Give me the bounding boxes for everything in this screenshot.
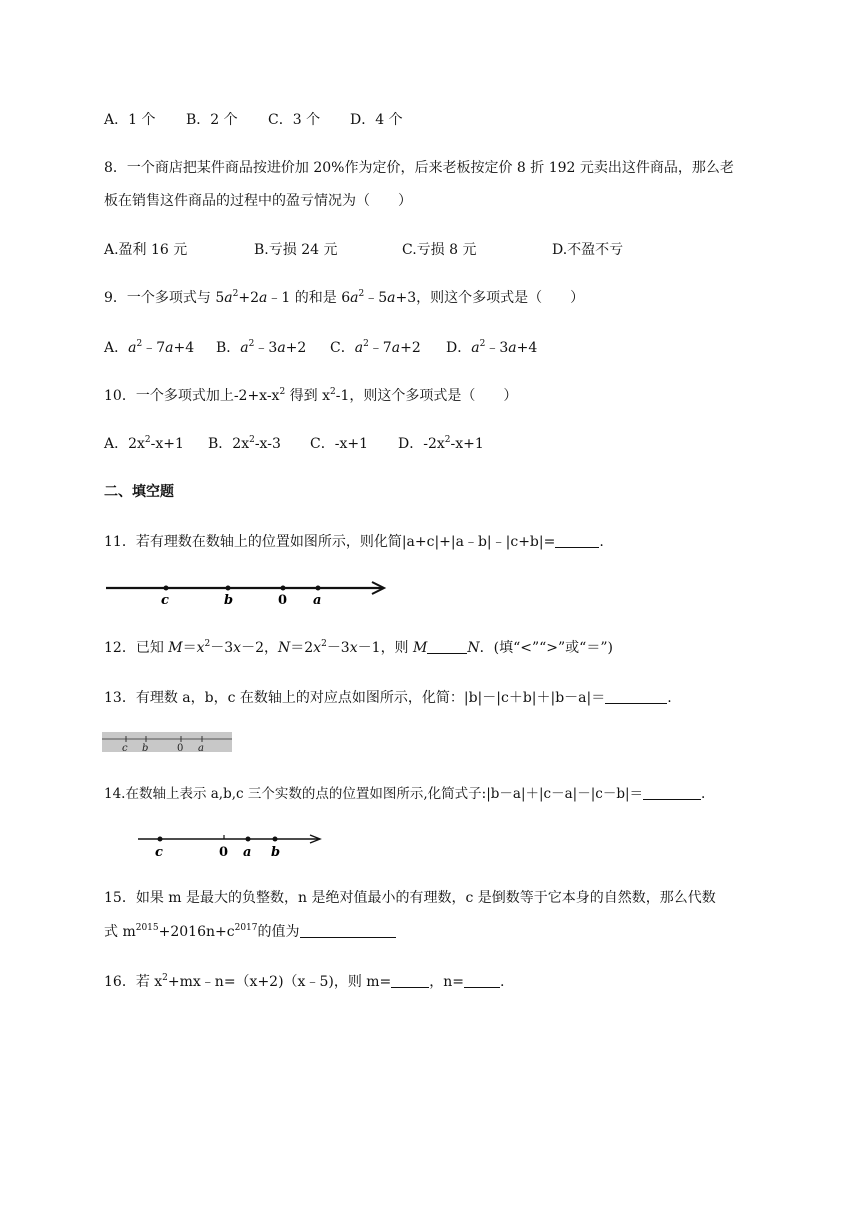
label-a: a bbox=[313, 593, 322, 608]
q10-option-c: C．-x+1 bbox=[310, 436, 368, 452]
q7-option-c: C．3 个 bbox=[268, 112, 321, 128]
q9-option-c: C．$a^2﹣7a+2$ bbox=[330, 339, 421, 356]
q10-option-b: B．$2x^2-x-3$ bbox=[208, 435, 281, 452]
q8-option-c: C.亏损 8 元 bbox=[402, 242, 477, 258]
label-c: c bbox=[155, 845, 163, 860]
label-c: c bbox=[122, 743, 128, 754]
q14-stem: 14.在数轴上表示 a,b,c 三个实数的点的位置如图所示,化简式子:|b－a|＋|c－a|－|c－b|＝ . bbox=[104, 786, 706, 802]
q7-option-a: A．1 个 bbox=[104, 112, 156, 128]
label-c: c bbox=[161, 593, 169, 608]
label-a: a bbox=[198, 743, 204, 754]
q11-number-line bbox=[100, 576, 400, 610]
point-c bbox=[164, 586, 169, 591]
q7-option-d: D．4 个 bbox=[350, 112, 403, 128]
q10-option-a: A．$2x^2-x+1$ bbox=[104, 435, 184, 452]
point-b bbox=[226, 586, 231, 591]
q9-option-a: A．$a^2﹣7a+4$ bbox=[104, 339, 195, 356]
section-title-fill-in: 二、填空题 bbox=[104, 484, 174, 500]
label-b: b bbox=[224, 593, 234, 608]
q10-option-d: D．$-2x^2-x+1$ bbox=[398, 435, 484, 452]
q15-line-2: 式 $m^{2015}+2016n+c^{2017}$的值为 bbox=[104, 922, 396, 942]
q8-line-1: 8．一个商店把某件商品按进价加 20%作为定价，后来老板按定价 8 折 192 元卖出这件商品，那么老 bbox=[104, 160, 734, 176]
q8-option-b: B.亏损 24 元 bbox=[254, 242, 338, 258]
point-a bbox=[316, 586, 321, 591]
q9-stem: 9．一个多项式与 $5a^2+2a﹣1$ 的和是 $6a^2﹣5a+3$，则这个多项式是（ ） bbox=[104, 289, 585, 306]
q8-option-d: D.不盈不亏 bbox=[552, 242, 624, 258]
q9-option-d: D．$a^2﹣3a+4$ bbox=[446, 339, 538, 356]
q13-answer-blank[interactable] bbox=[605, 689, 667, 704]
q14-answer-blank[interactable] bbox=[643, 785, 701, 800]
q15-line-1: 15．如果 m 是最大的负整数，n 是绝对值最小的有理数，c 是倒数等于它本身的自然数，那么代数 bbox=[104, 890, 716, 906]
q9-option-b: B．$a^2﹣3a+2$ bbox=[216, 339, 307, 356]
q11-stem: 11．若有理数在数轴上的位置如图所示，则化简|a+c|+|a﹣b|﹣|c+b|= . bbox=[104, 534, 604, 550]
q16-stem: 16．若 $x^2+mx﹣n=(x+2)(x﹣5)$，则 m= ，n= . bbox=[104, 973, 505, 990]
q12-stem: 12．已知 $M=x^2-3x-2$，$N=2x^2-3x-1$，则 M N．(填“<”“>”或“＝”) bbox=[104, 639, 613, 656]
q8-line-2: 板在销售这件商品的过程中的盈亏情况为（ ） bbox=[104, 193, 412, 209]
q11-answer-blank[interactable] bbox=[555, 533, 599, 548]
q15-answer-blank[interactable] bbox=[300, 923, 396, 938]
point-a bbox=[246, 837, 251, 842]
q14-number-line bbox=[132, 828, 332, 860]
label-b: b bbox=[271, 845, 281, 860]
point-0 bbox=[281, 586, 286, 591]
q16-m-blank[interactable] bbox=[391, 973, 429, 988]
label-a: a bbox=[243, 845, 252, 860]
label-zero: 0 bbox=[219, 845, 229, 860]
q10-stem: 10．一个多项式加上$-2+x-x^2$ 得到 $x^2-1$，则这个多项式是（ ） bbox=[104, 387, 518, 404]
point-c bbox=[158, 837, 163, 842]
label-zero: 0 bbox=[177, 743, 184, 754]
q16-n-blank[interactable] bbox=[464, 973, 500, 988]
q7-option-b: B．2 个 bbox=[186, 112, 238, 128]
label-b: b bbox=[142, 743, 149, 754]
q13-stem: 13．有理数 a，b，c 在数轴上的对应点如图所示，化简：|b|－|c＋b|＋|b－a|＝ . bbox=[104, 690, 672, 706]
q8-option-a: A.盈利 16 元 bbox=[104, 242, 188, 258]
q12-answer-blank[interactable] bbox=[427, 639, 467, 654]
label-zero: 0 bbox=[278, 593, 288, 608]
point-b bbox=[273, 837, 278, 842]
q13-number-line bbox=[102, 732, 232, 754]
